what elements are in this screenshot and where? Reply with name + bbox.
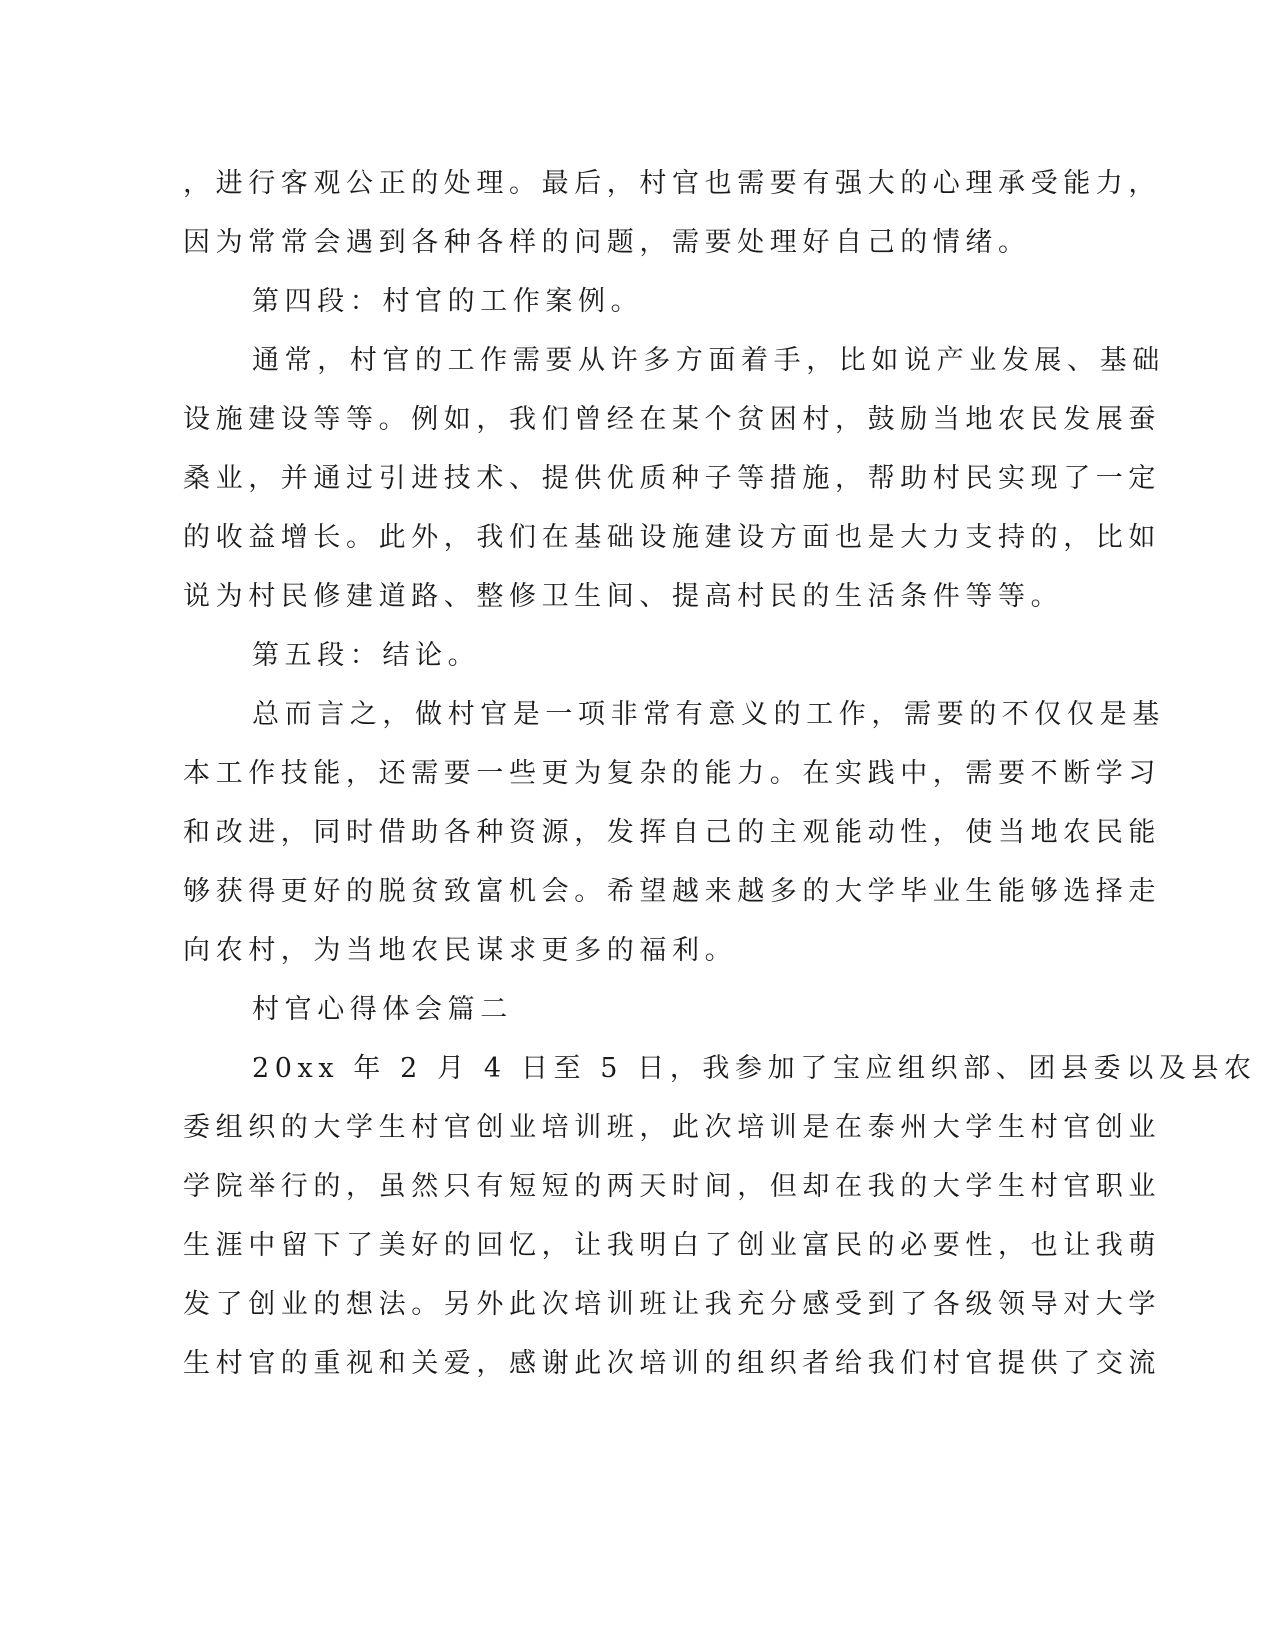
text-line: 委组织的大学生村官创业培训班，此次培训是在泰州大学生村官创业 xyxy=(183,1112,1161,1143)
text-line: 设施建设等等。例如，我们曾经在某个贫困村，鼓励当地农民发展蚕 xyxy=(183,404,1161,435)
article-title: 村官心得体会篇二 xyxy=(252,994,513,1025)
text-line: 总而言之，做村官是一项非常有意义的工作，需要的不仅仅是基 xyxy=(252,699,1165,730)
document-body xyxy=(183,154,1257,1393)
text-line: 桑业，并通过引进技术、提供优质种子等措施，帮助村民实现了一定 xyxy=(183,463,1161,494)
section-heading: 第五段：结论。 xyxy=(252,640,481,671)
text-line: 和改进，同时借助各种资源，发挥自己的主观能动性，使当地农民能 xyxy=(183,817,1161,848)
section-heading: 第四段：村官的工作案例。 xyxy=(252,286,644,317)
text-line: 20xx 年 2 月 4 日至 5 日，我参加了宝应组织部、团县委以及县农 xyxy=(252,1053,1257,1084)
text-line: 向农村，为当地农民谋求更多的福利。 xyxy=(183,935,738,966)
text-line: 因为常常会遇到各种各样的问题，需要处理好自己的情绪。 xyxy=(183,227,1031,258)
text-line: 够获得更好的脱贫致富机会。希望越来越多的大学毕业生能够选择走 xyxy=(183,876,1161,907)
text-line: ，进行客观公正的处理。最后，村官也需要有强大的心理承受能力， xyxy=(183,168,1161,199)
text-line: 的收益增长。此外，我们在基础设施建设方面也是大力支持的，比如 xyxy=(183,522,1161,553)
text-line: 学院举行的，虽然只有短短的两天时间，但却在我的大学生村官职业 xyxy=(183,1171,1161,1202)
text-line: 生涯中留下了美好的回忆，让我明白了创业富民的必要性，也让我萌 xyxy=(183,1230,1161,1261)
text-line: 通常，村官的工作需要从许多方面着手，比如说产业发展、基础 xyxy=(252,345,1165,376)
text-line: 本工作技能，还需要一些更为复杂的能力。在实践中，需要不断学习 xyxy=(183,758,1161,789)
text-line: 发了创业的想法。另外此次培训班让我充分感受到了各级领导对大学 xyxy=(183,1289,1161,1320)
text-line: 说为村民修建道路、整修卫生间、提高村民的生活条件等等。 xyxy=(183,581,1064,612)
text-line: 生村官的重视和关爱，感谢此次培训的组织者给我们村官提供了交流 xyxy=(183,1348,1161,1379)
